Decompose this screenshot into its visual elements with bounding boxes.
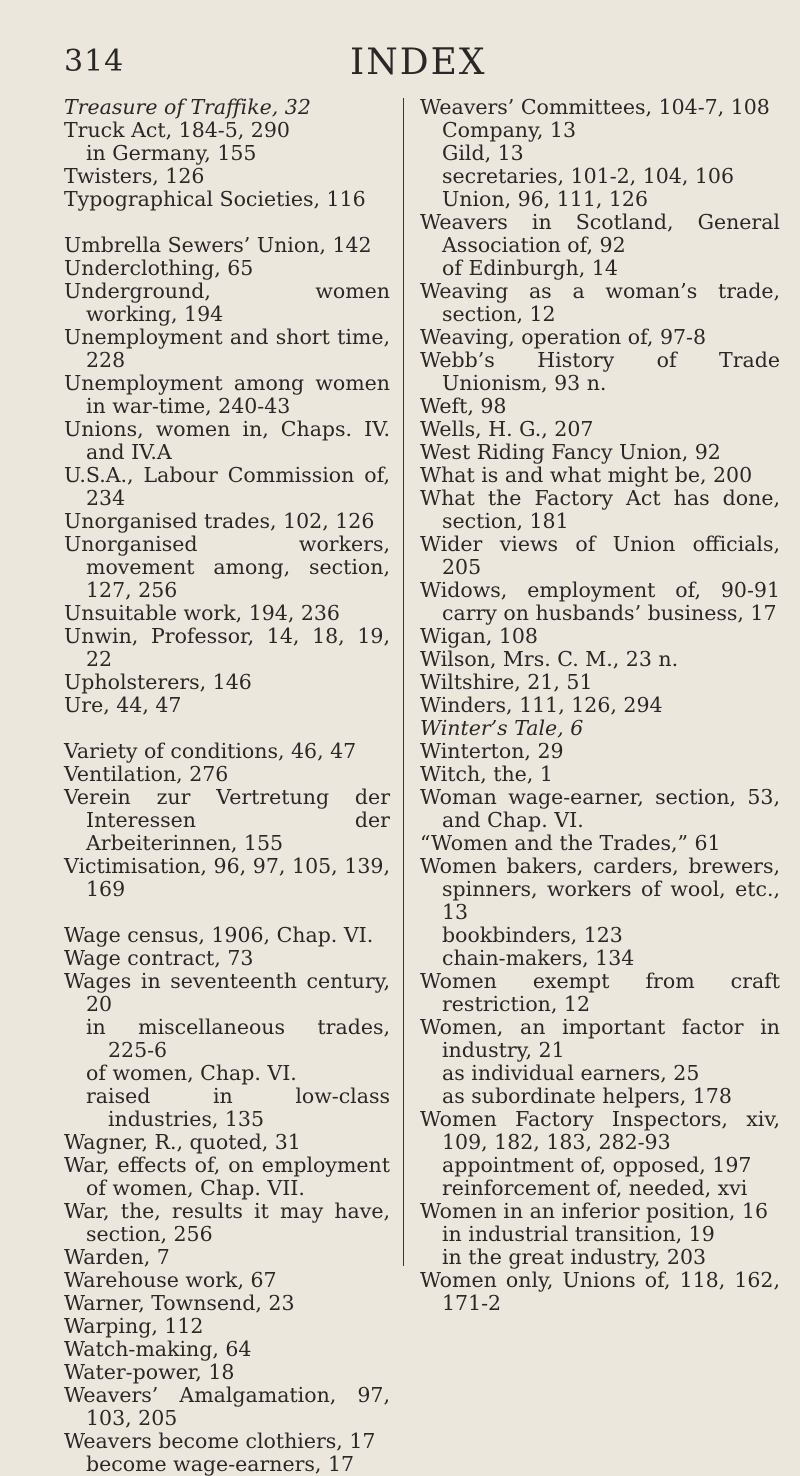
index-entry: “Women and the Trades,” 61 xyxy=(420,831,721,855)
index-entry: Weavers in Scotland, General Association of, 92 xyxy=(420,210,780,257)
index-column-left xyxy=(64,96,390,1476)
index-entry: What the Factory Act has done, section, 181 xyxy=(420,486,780,533)
index-entry: Unwin, Professor, 14, 18, 19, 22 xyxy=(64,624,390,671)
index-entry: Women bakers, carders, brewers, spinners, workers of wool, etc., 13 xyxy=(420,854,780,924)
index-entry: Unemployment among women in war-time, 240-43 xyxy=(64,371,390,418)
index-entry: Winders, 111, 126, 294 xyxy=(420,693,663,717)
index-entry: Unemployment and short time, 228 xyxy=(64,325,390,372)
index-entry: Warping, 112 xyxy=(64,1314,204,1338)
index-entry: Woman wage-earner, section, 53, and Chap. VI. xyxy=(420,785,780,832)
index-entry: U.S.A., Labour Commission of, 234 xyxy=(64,463,390,510)
index-subentry: bookbinders, 123 xyxy=(442,923,623,947)
index-entry: Warner, Townsend, 23 xyxy=(64,1291,295,1315)
index-subentry: chain-makers, 134 xyxy=(442,946,635,970)
index-entry: Women in an inferior position, 16 xyxy=(420,1199,769,1223)
index-entry: Underclothing, 65 xyxy=(64,256,254,280)
index-entry: Truck Act, 184-5, 290 xyxy=(64,118,290,142)
page-title: INDEX xyxy=(350,42,487,83)
index-subentry: secretaries, 101-2, 104, 106 xyxy=(442,164,734,188)
section-gap xyxy=(64,717,390,740)
index-entry: Webb’s History of Trade Unionism, 93 n. xyxy=(420,348,780,395)
index-subentry: of women, Chap. VI. xyxy=(86,1061,297,1085)
index-entry: Wells, H. G., 207 xyxy=(420,417,594,441)
index-entry: Umbrella Sewers’ Union, 142 xyxy=(64,233,372,257)
index-entry: Water-power, 18 xyxy=(64,1360,235,1384)
index-entry: Widows, employment of, 90-91 carry on husbands’ business, 17 xyxy=(420,578,780,625)
index-entry: Unsuitable work, 194, 236 xyxy=(64,601,340,625)
index-subentry: as subordinate helpers, 178 xyxy=(442,1084,732,1108)
index-entry: Unions, women in, Chaps. IV. and IV.A xyxy=(64,417,390,464)
index-subentry: in miscellaneous trades, 225-6 xyxy=(86,1015,390,1062)
index-subentry: reinforcement of, needed, xvi xyxy=(442,1176,748,1200)
index-entry: Verein zur Vertretung der Interessen der Arbeiterinnen, 155 xyxy=(64,785,390,855)
index-entry: Wilson, Mrs. C. M., 23 n. xyxy=(420,647,679,671)
index-subentry: as individual earners, 25 xyxy=(442,1061,700,1085)
index-entry: Weft, 98 xyxy=(420,394,507,418)
index-subentry: Company, 13 xyxy=(442,118,576,142)
index-entry: Variety of conditions, 46, 47 xyxy=(64,739,357,763)
index-entry: Women, an important factor in industry, 21 xyxy=(420,1015,780,1062)
index-entry: Unorganised trades, 102, 126 xyxy=(64,509,375,533)
index-entry: Wiltshire, 21, 51 xyxy=(420,670,593,694)
index-entry: Underground, women working, 194 xyxy=(64,279,390,326)
index-subentry: become wage-earners, 17 xyxy=(86,1452,355,1476)
index-subentry: of Edinburgh, 14 xyxy=(442,256,618,280)
index-entry: Upholsterers, 146 xyxy=(64,670,252,694)
index-entry: Women only, Unions of, 118, 162, 171-2 xyxy=(420,1268,780,1315)
index-entry: Witch, the, 1 xyxy=(420,762,553,786)
index-entry: Ventilation, 276 xyxy=(64,762,229,786)
index-entry: Winterton, 29 xyxy=(420,739,564,763)
index-subentry: raised in low-class industries, 135 xyxy=(86,1084,390,1131)
index-subentry: appointment of, opposed, 197 xyxy=(442,1153,752,1177)
index-entry: Weaving, operation of, 97-8 xyxy=(420,325,707,349)
index-entry: Wagner, R., quoted, 31 xyxy=(64,1130,301,1154)
index-entry: Wage contract, 73 xyxy=(64,946,254,970)
column-divider xyxy=(403,98,404,1266)
index-entry: Treasure of Traffike, 32 xyxy=(64,95,311,119)
index-entry: Wages in seventeenth century, 20 xyxy=(64,969,390,1016)
index-entry: Twisters, 126 xyxy=(64,164,205,188)
index-entry: Winter’s Tale, 6 xyxy=(420,716,584,740)
index-entry: Wage census, 1906, Chap. VI. xyxy=(64,923,374,947)
index-entry: What is and what might be, 200 xyxy=(420,463,753,487)
index-entry: Typographical Societies, 116 xyxy=(64,187,366,211)
index-entry: Watch-making, 64 xyxy=(64,1337,252,1361)
index-entry: Ure, 44, 47 xyxy=(64,693,182,717)
index-entry: Weavers’ Committees, 104-7, 108 xyxy=(420,95,770,119)
index-entry: Women Factory Inspectors, xiv, 109, 182, 183, 282-93 xyxy=(420,1107,780,1154)
index-subentry: Union, 96, 111, 126 xyxy=(442,187,649,211)
index-subentry: in industrial transition, 19 xyxy=(442,1222,715,1246)
index-entry: War, the, results it may have, section, 256 xyxy=(64,1199,390,1246)
index-entry: War, effects of, on employment of women, Chap. VII. xyxy=(64,1153,390,1200)
section-gap xyxy=(64,901,390,924)
index-entry: Weavers become clothiers, 17 xyxy=(64,1429,376,1453)
index-entry: West Riding Fancy Union, 92 xyxy=(420,440,721,464)
index-entry: Weaving as a woman’s trade, section, 12 xyxy=(420,279,780,326)
index-subentry: in Germany, 155 xyxy=(86,141,257,165)
index-subentry: in the great industry, 203 xyxy=(442,1245,707,1269)
index-subentry: Gild, 13 xyxy=(442,141,524,165)
index-entry: Unorganised workers, movement among, section, 127, 256 xyxy=(64,532,390,602)
index-entry: Wigan, 108 xyxy=(420,624,538,648)
index-column-right xyxy=(420,96,780,1315)
index-entry: Victimisation, 96, 97, 105, 139, 169 xyxy=(64,854,390,901)
index-entry: Warden, 7 xyxy=(64,1245,170,1269)
index-entry: Warehouse work, 67 xyxy=(64,1268,277,1292)
index-entry: Women exempt from craft restriction, 12 xyxy=(420,969,780,1016)
section-gap xyxy=(64,211,390,234)
index-entry: Weavers’ Amalgamation, 97, 103, 205 xyxy=(64,1383,390,1430)
index-entry: Wider views of Union officials, 205 xyxy=(420,532,780,579)
page-number: 314 xyxy=(64,44,125,79)
